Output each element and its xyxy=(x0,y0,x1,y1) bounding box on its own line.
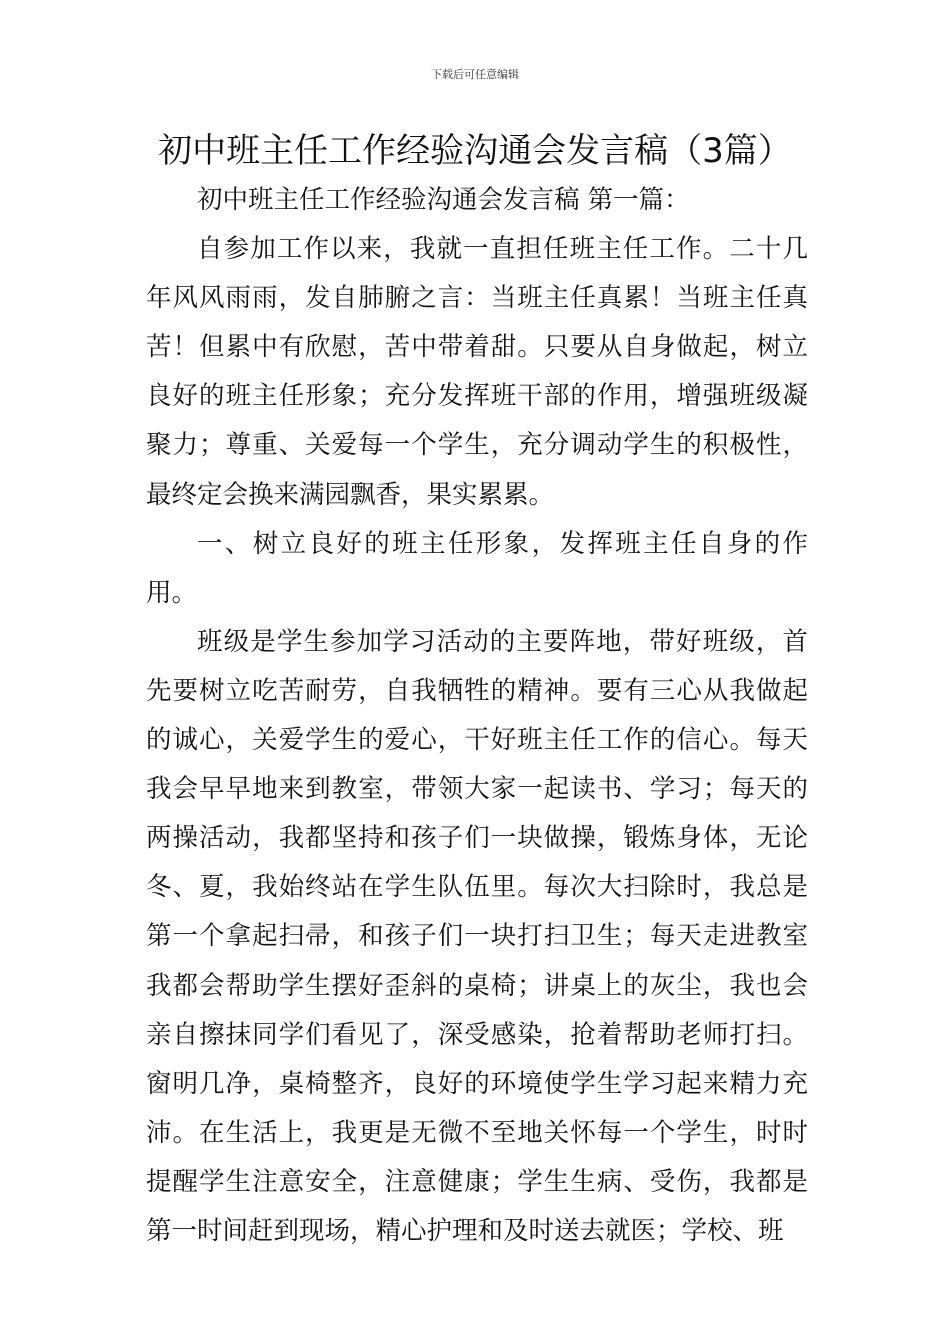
document-body xyxy=(146,176,808,1256)
section-heading-1: 一、树立良好的班主任形象，发挥班主任自身的作用。 xyxy=(146,528,808,608)
page-header-note: 下载后可任意编辑 xyxy=(431,68,519,81)
section-subtitle: 初中班主任工作经验沟通会发言稿 第一篇： xyxy=(197,185,690,215)
document-title: 初中班主任工作经验沟通会发言稿（3篇） xyxy=(158,131,792,171)
paragraph-body: 班级是学生参加学习活动的主要阵地，带好班级，首先要树立吃苦耐劳，自我牺牲的精神。要有三心从我做起的诚心，关爱学生的爱心，干好班主任工作的信心。每天我会早早地来到教室，带领大家一起读书、学习；每天的两操活动，我都坚持和孩子们一块做操，锻炼身体，无论冬、夏，我始终站在学生队伍里。每次大扫除时，我总是第一个拿起扫帚，和孩子们一块打扫卫生；每天走进教室我都会帮助学生摆好歪斜的桌椅；讲桌上的灰尘，我也会亲自擦抹同学们看见了，深受感染，抢着帮助老师打扫。窗明几净，桌椅整齐，良好的环境使学生学习起来精力充沛。在生活上，我更是无微不至地关怀每一个学生，时时提醒学生注意安全，注意健康；学生生病、受伤，我都是第一时间赶到现场，精心护理和及时送去就医；学校、班 xyxy=(146,626,808,1246)
paragraph-intro: 自参加工作以来，我就一直担任班主任工作。二十几年风风雨雨，发自肺腑之言：当班主任真累！当班主任真苦！但累中有欣慰，苦中带着甜。只要从自身做起，树立良好的班主任形象；充分发挥班干部的作用，增强班级凝聚力；尊重、关爱每一个学生，充分调动学生的积极性，最终定会换来满园飘香，果实累累。 xyxy=(146,234,808,510)
